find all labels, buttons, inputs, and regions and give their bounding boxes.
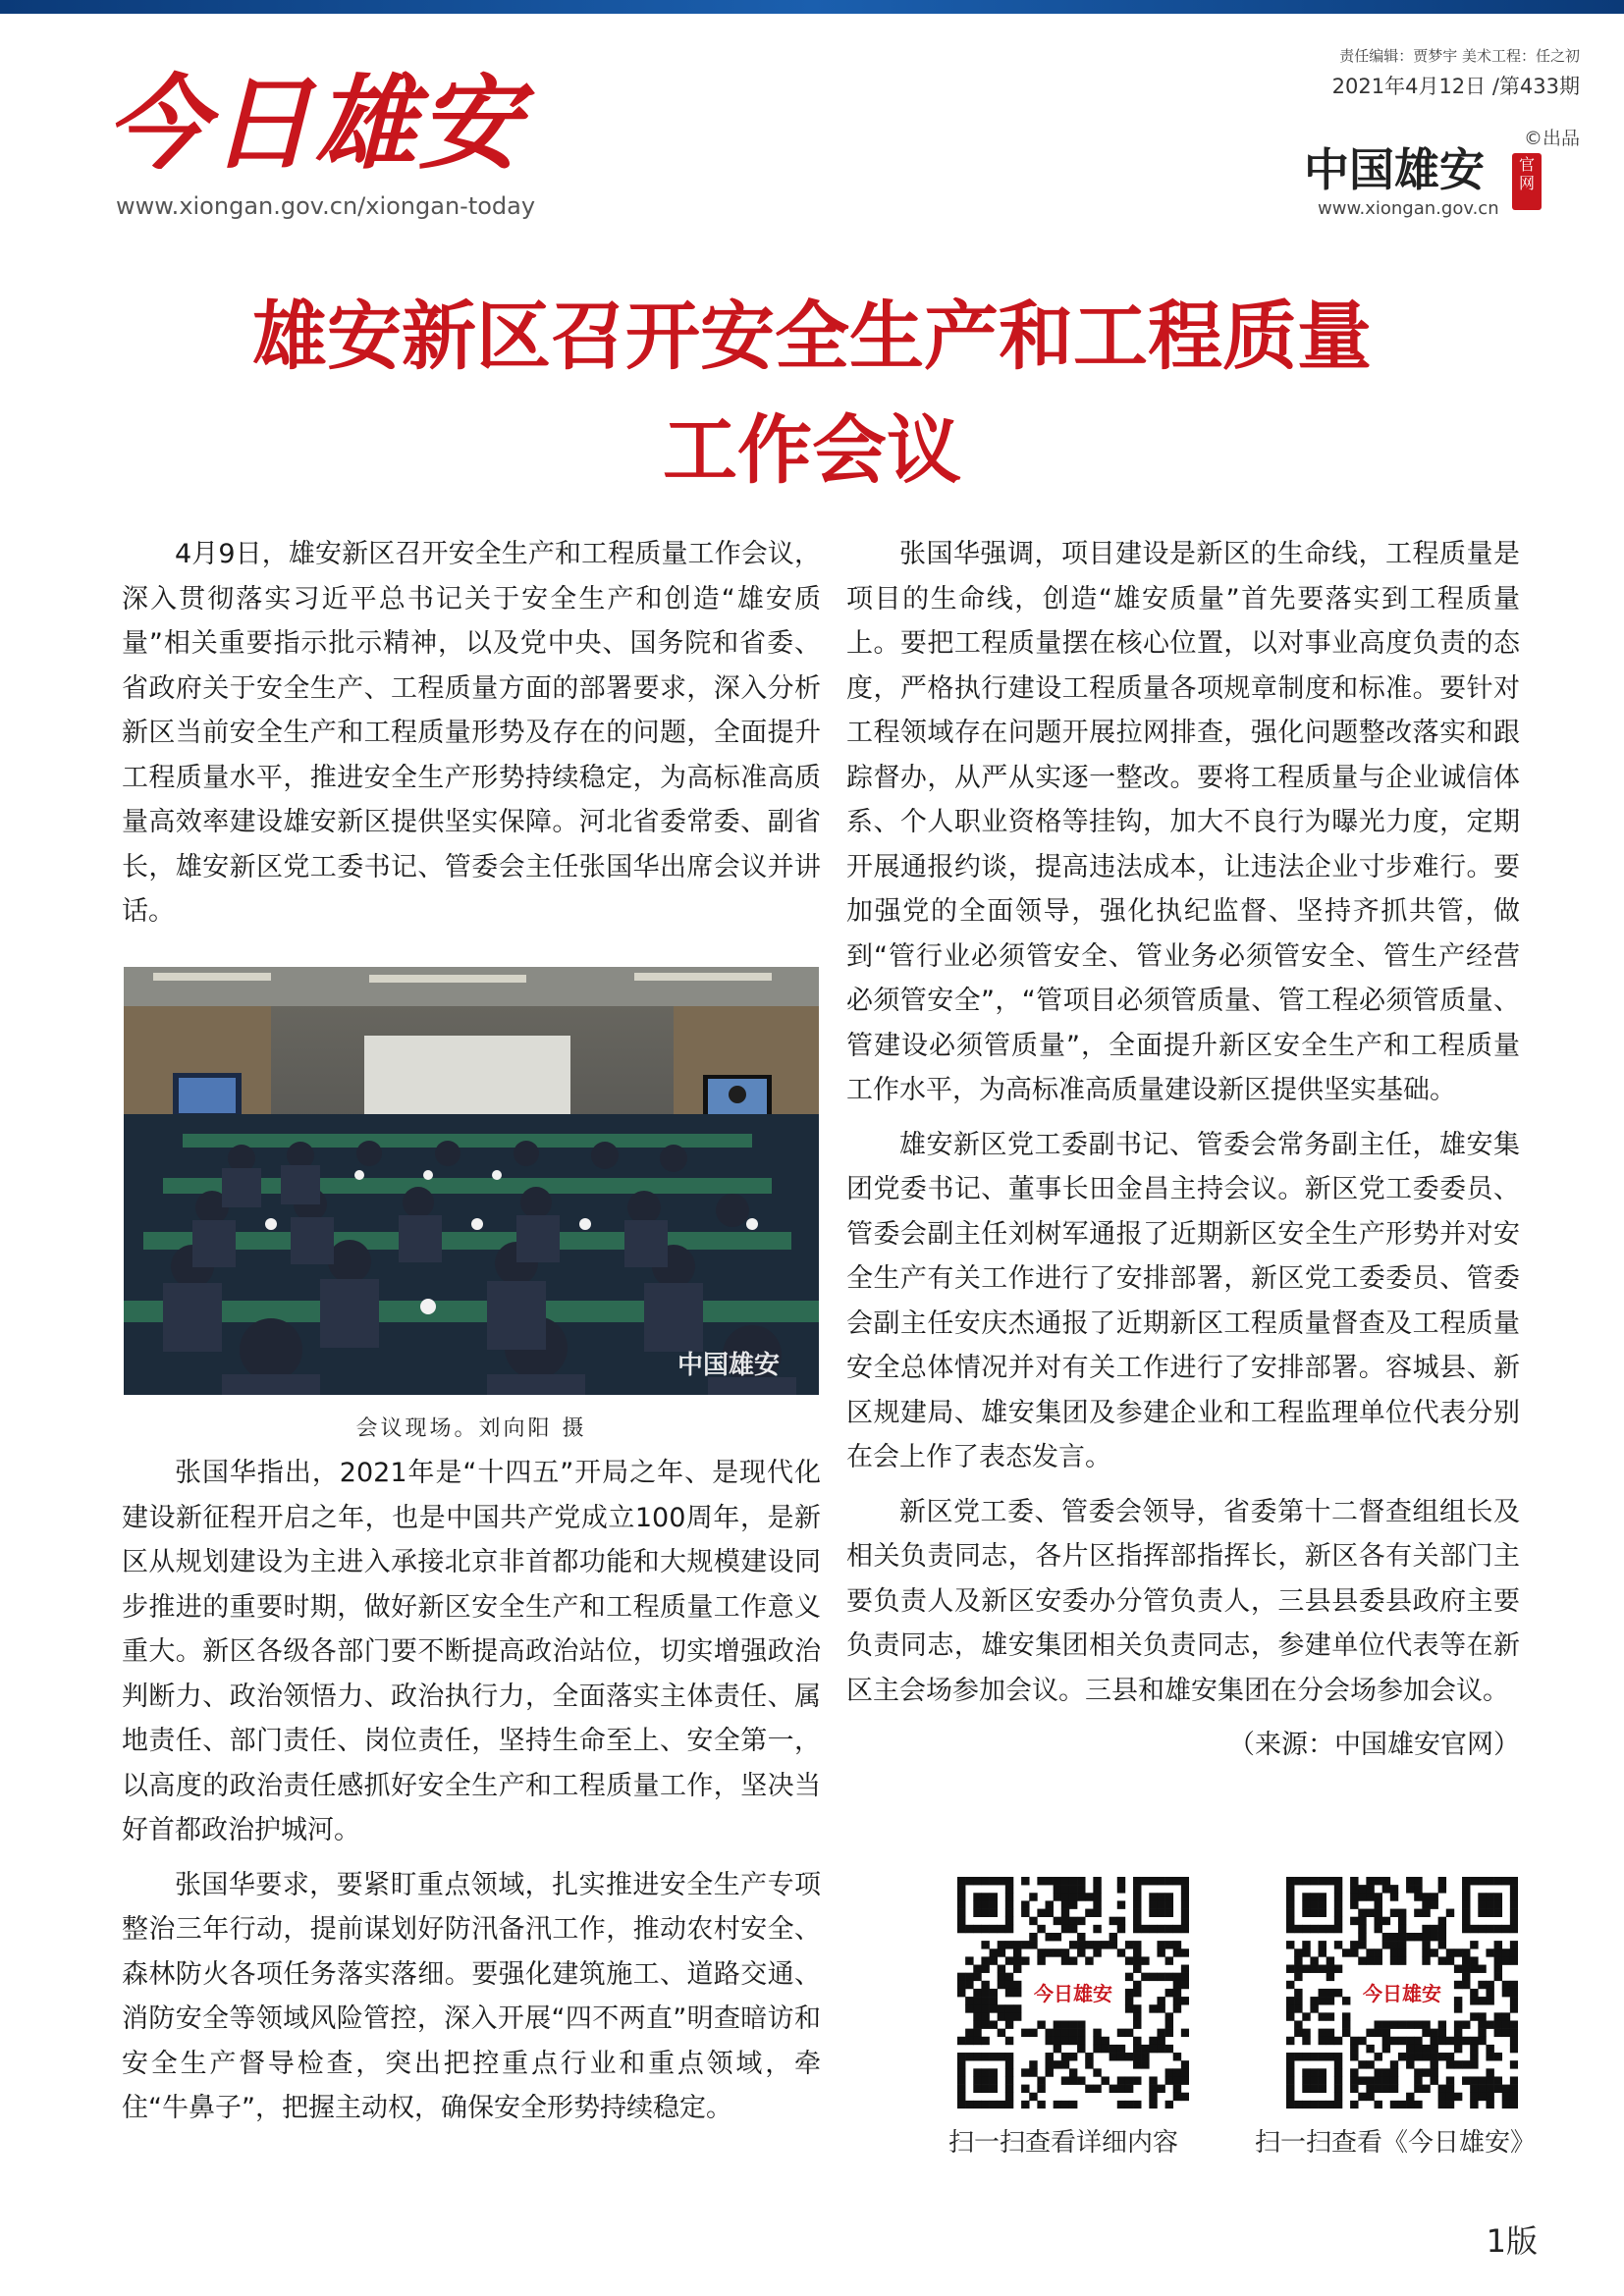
qr-center-text: 今日雄安 [1034,1982,1112,2005]
article-source: （来源：中国雄安官网） [1228,1730,1520,1760]
paragraph: 张国华要求，要紧盯重点领域，扎实推进安全生产专项整治三年行动，提前谋划好防汛备汛工作，推动农村安全、森林防火各项任务落实落细。要强化建筑施工、道路交通、消防安全等领域风险管控，深入开展“四不两直”明查暗访和安全生产督导检查，突出把控重点行业和重点领域，牵住“牛鼻子”，把握主动权，确保安全形势持续稳定。 [122,1869,821,2123]
paragraph: 雄安新区党工委副书记、管委会常务副主任，雄安集团党委书记、董事长田金昌主持会议。新区党工委委员、管委会副主任刘树军通报了近期新区安全生产形势并对安全生产有关工作进行了安排部署，新区党工委委员、管委会副主任安庆杰通报了近期新区工程质量督查及工程质量安全总体情况并对有关工作进行了安排部署。容城县、新区规建局、雄安集团及参建企业和工程监理单位代表分别在会上作了表态发言。 [846,1129,1520,1472]
brand-seal [1512,153,1542,210]
left-column-top [122,532,821,944]
brand-seal-text: 官 网 [1518,155,1535,192]
masthead-logo: 今日雄安 [106,63,523,184]
headline-line-2: 工作会议 [663,406,961,494]
paragraph: 4月9日，雄安新区召开安全生产和工程质量工作会议，深入贯彻落实习近平总书记关于安全生产和创造“雄安质量”相关重要指示批示精神，以及党中央、国务院和省委、省政府关于安全生产、工程质量方面的部署要求，深入分析新区当前安全生产和工程质量形势及存在的问题，全面提升工程质量水平，推进安全生产形势持续稳定，为高标准高质量高效率建设雄安新区提供坚实保障。河北省委常委、副省长，雄安新区党工委书记、管委会主任张国华出席会议并讲话。 [122,539,821,927]
top-color-bar [0,0,1624,14]
meeting-photo [124,967,819,1395]
paragraph: 张国华强调，项目建设是新区的生命线，工程质量是项目的生命线，创造“雄安质量”首先要落实到工程质量上。要把工程质量摆在核心位置，以对事业高度负责的态度，严格执行建设工程质量各项规章制度和标准。要针对工程领域存在问题开展拉网排查，强化问题整改落实和跟踪督办，从严从实逐一整改。要将工程质量与企业诚信体系、个人职业资格等挂钩，加大不良行为曝光力度，定期开展通报约谈，提高违法成本，让违法企业寸步难行。要加强党的全面领导，强化执纪监督、坚持齐抓共管，做到“管行业必须管安全、管业务必须管安全、管生产经营必须管安全”，“管项目必须管质量、管工程必须管质量、管建设必须管质量”，全面提升新区安全生产和工程质量工作水平，为高标准高质量建设新区提供坚实基础。 [846,539,1520,1105]
qr-pattern [1286,1877,1518,2109]
editors-credit: 责任编辑：贾梦宇 美术工程：任之初 [1339,47,1580,65]
page-number: 1版 [1486,2222,1538,2260]
masthead-url[interactable]: www.xiongan.gov.cn/xiongan-today [116,192,536,220]
brand-logo: 中国雄安 [1304,143,1485,196]
left-column-bottom [122,1451,821,2141]
qr-center-text: 今日雄安 [1363,1982,1441,2005]
date-issue: 2021年4月12日 /第433期 [1331,75,1580,98]
produced-by: ©出品 [1523,128,1580,149]
paragraph: 新区党工委、管委会领导，省委第十二督查组组长及相关负责同志，各片区指挥部指挥长，新区各有关部门主要负责人及新区安委办分管负责人，三县县委县政府主要负责同志，雄安集团相关负责同志，参建单位代表等在新区主会场参加会议。三县和雄安集团在分会场参加会议。 [846,1496,1520,1706]
right-column [846,532,1520,1768]
brand-url[interactable]: www.xiongan.gov.cn [1318,198,1499,219]
photo-watermark: 中国雄安 [677,1351,780,1380]
qr-label-details: 扫一扫查看详细内容 [948,2128,1179,2158]
qr-label-today: 扫一扫查看《今日雄安》 [1255,2128,1537,2158]
paragraph: 张国华指出，2021年是“十四五”开局之年、是现代化建设新征程开启之年，也是中国共产党成立100周年，是新区从规划建设为主进入承接北京非首都功能和大规模建设同步推进的重要时期，做好新区安全生产和工程质量工作意义重大。新区各级各部门要不断提高政治站位，切实增强政治判断力、政治领悟力、政治执行力，全面落实主体责任、属地责任、部门责任、岗位责任，坚持生命至上、安全第一，以高度的政治责任感抓好安全生产和工程质量工作，坚决当好首都政治护城河。 [122,1458,821,1845]
qr-pattern [957,1877,1189,2109]
photo-caption: 会议现场。刘向阳 摄 [355,1416,587,1441]
headline-line-1: 雄安新区召开安全生产和工程质量 [252,293,1372,380]
meeting-photo-image [124,967,819,1395]
qr-code-details[interactable] [957,1877,1189,2109]
qr-code-today[interactable] [1286,1877,1518,2109]
